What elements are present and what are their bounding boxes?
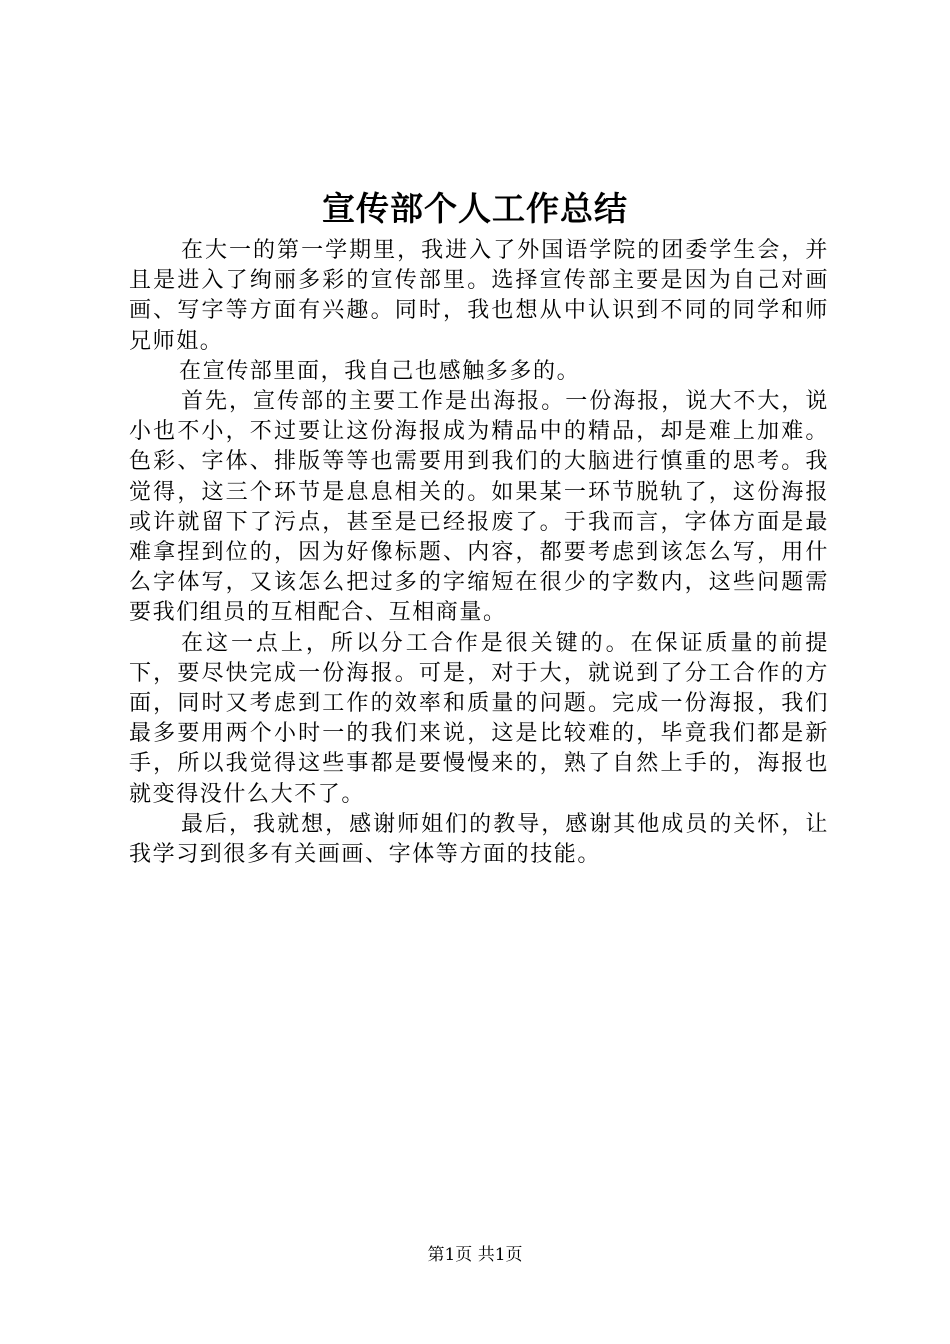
paragraph-1: 在大一的第一学期里，我进入了外国语学院的团委学生会，并且是进入了绚丽多彩的宣传部里。选择宣传部主要是因为自己对画画、写字等方面有兴趣。同时，我也想从中认识到不同的同学和师兄师姐。 <box>129 238 829 354</box>
paragraph-4: 在这一点上，所以分工合作是很关键的。在保证质量的前提下，要尽快完成一份海报。可是，对于大，就说到了分工合作的方面，同时又考虑到工作的效率和质量的问题。完成一份海报，我们最多要用两个小时一的我们来说，这是比较难的，毕竟我们都是新手，所以我觉得这些事都是要慢慢来的，熟了自然上手的，海报也就变得没什么大不了。 <box>129 630 829 807</box>
paragraph-5: 最后，我就想，感谢师姐们的教导，感谢其他成员的关怀，让我学习到很多有关画画、字体等方面的技能。 <box>129 811 829 868</box>
page-footer: 第1页 共1页 <box>427 1245 523 1265</box>
document-body <box>129 236 829 870</box>
paragraph-2: 在宣传部里面，我自己也感触多多的。 <box>179 358 581 384</box>
document-title: 宣传部个人工作总结 <box>322 189 628 228</box>
paragraph-3: 首先，宣传部的主要工作是出海报。一份海报，说大不大，说小也不小，不过要让这份海报成为精品中的精品，却是难上加难。色彩、字体、排版等等也需要用到我们的大脑进行慎重的思考。我觉得，这三个环节是息息相关的。如果某一环节脱轨了，这份海报或许就留下了污点，甚至是已经报废了。于我而言，字体方面是最难拿捏到位的，因为好像标题、内容，都要考虑到该怎么写，用什么字体写，又该怎么把过多的字缩短在很少的字数内，这些问题需要我们组员的互相配合、互相商量。 <box>129 389 829 626</box>
